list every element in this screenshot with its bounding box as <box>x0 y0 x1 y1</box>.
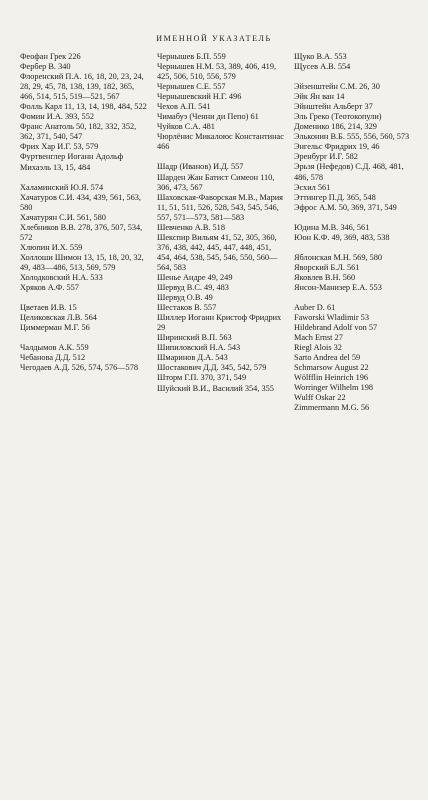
index-entry: Энгельс Фридрих 19, 46 <box>294 142 380 152</box>
index-entry: Чюрлёнис Микалоюс Константинас 466 <box>157 132 284 152</box>
index-entry: Хачатурян С.И. 561, 580 <box>20 212 106 222</box>
index-entry: Mach Ernst 27 <box>294 333 343 343</box>
index-entry: Фрих Хар И.Г. 53, 579 <box>20 142 99 152</box>
index-entry: Халаминский Ю.Я. 574 <box>20 182 104 192</box>
index-entry: Шиллер Иоганн Кристоф Фридрих 29 <box>157 313 282 333</box>
index-entry: Яворский Б.Л. 561 <box>294 262 360 272</box>
index-entry: Шестаков В. 557 <box>157 303 217 313</box>
index-entry: Faworski Wladimir 53 <box>294 313 369 323</box>
index-entry: Чернышев С.Е. 557 <box>157 82 226 92</box>
index-entry: Эренбург И.Г. 582 <box>294 152 358 162</box>
index-entry: Флоренский П.А. 16, 18, 20, 23, 24, 28, 29, 45, 78, 138, 139, 182, 365, 466, 514, 515, 519—521, 567 <box>20 72 144 102</box>
index-entry: Auber D. 61 <box>294 302 336 312</box>
index-entry: Эль Греко (Теотокопули) Доменико 186, 214, 329 <box>294 112 382 132</box>
index-entry: Riegl Alois 32 <box>294 343 342 353</box>
index-entry: Эйк Ян ван 14 <box>294 92 345 102</box>
letter-group <box>157 162 287 393</box>
index-entry: Юдина М.В. 346, 561 <box>294 222 370 232</box>
index-entry: Фомин И.А. 393, 552 <box>20 112 94 122</box>
index-entry: Янсон-Манизер Е.А. 553 <box>294 282 382 292</box>
index-entry: Фербер В. 340 <box>20 62 71 72</box>
letter-group <box>20 52 150 173</box>
index-entry: Эйнштейн Альберт 37 <box>294 102 373 112</box>
index-entry: Zimmermann M.G. 56 <box>294 403 370 413</box>
index-entry: Шарден Жан Батист Симеон 110, 306, 473, 567 <box>157 172 275 192</box>
index-entry: Фуртвенглер Иоганн Адольф Михаэль 13, 15, 484 <box>20 152 124 172</box>
index-entry: Шостакович Д.Д. 345, 542, 579 <box>157 363 267 373</box>
letter-group <box>20 343 150 373</box>
index-entry: Франс Анатоль 50, 182, 332, 352, 362, 371, 540, 547 <box>20 122 137 142</box>
index-entry: Эйзенштейн С.М. 26, 30 <box>294 82 380 92</box>
letter-group <box>294 253 412 293</box>
index-entry: Чехов А.П. 541 <box>157 102 211 112</box>
index-entry: Worringer Wilhelm 198 <box>294 383 374 393</box>
index-entry: Щусев А.В. 554 <box>294 62 351 72</box>
index-entry: Хачатуров С.И. 434, 439, 561, 563, 580 <box>20 192 141 212</box>
index-entry: Шмаринов Д.А. 543 <box>157 353 228 363</box>
index-entry: Шенье Андре 49, 249 <box>157 272 233 282</box>
index-entry: Шевченко А.В. 518 <box>157 222 225 232</box>
index-entry: Wulff Oskar 22 <box>294 393 346 403</box>
index-entry: Шипиловский Н.А. 543 <box>157 343 241 353</box>
index-entry: Эрьзя (Нефедов) С.Д. 468, 481, 486, 578 <box>294 162 404 182</box>
index-entry: Чуйков С.А. 481 <box>157 122 215 132</box>
letter-group <box>20 183 150 294</box>
index-entry: Эльконин В.Б. 555, 556, 560, 573 <box>294 132 410 142</box>
index-entry: Целиковская Л.В. 564 <box>20 313 97 323</box>
index-entry: Эттингер П.Д. 365, 548 <box>294 192 376 202</box>
letter-group <box>294 82 412 213</box>
index-entry: Щуко В.А. 553 <box>294 52 347 61</box>
index-entry: Schmarsow August 22 <box>294 363 369 373</box>
index-entry: Ширинский В.П. 563 <box>157 333 232 343</box>
index-entry: Чимабуэ (Ченни ди Пепо) 61 <box>157 112 259 122</box>
index-entry: Чернышев Б.П. 559 <box>157 52 226 61</box>
index-entry: Sarto Andrea del 59 <box>294 353 361 363</box>
index-entry: Холлоши Шимон 13, 15, 18, 20, 32, 49, 483—486, 513, 569, 579 <box>20 252 144 272</box>
index-entry: Хлюпин И.Х. 559 <box>20 242 83 252</box>
index-columns <box>20 52 412 424</box>
index-entry: Эсхил 561 <box>294 182 331 192</box>
letter-group <box>294 52 412 72</box>
index-entry: Холодковский Н.А. 533 <box>20 272 103 282</box>
index-column <box>20 52 150 424</box>
letter-group <box>294 303 412 414</box>
index-entry: Hildebrand Adolf von 57 <box>294 323 378 333</box>
index-entry: Фолль Карл 11, 13, 14, 198, 484, 522 <box>20 102 147 112</box>
index-entry: Цветаев И.В. 15 <box>20 303 77 313</box>
index-entry: Яковлев В.Н. 560 <box>294 272 356 282</box>
index-entry: Феофан Грек 226 <box>20 52 81 61</box>
letter-group <box>157 52 287 152</box>
index-column <box>294 52 412 424</box>
index-entry: Чегодаев А.Д. 526, 574, 576—578 <box>20 363 139 373</box>
index-entry: Яблонская М.Н. 569, 580 <box>294 252 383 262</box>
index-entry: Шадр (Иванов) И.Д. 557 <box>157 162 244 172</box>
letter-group <box>294 223 412 243</box>
index-entry: Wölfflin Heinrich 196 <box>294 373 369 383</box>
index-entry: Шуйский В.И., Василий 354, 355 <box>157 383 274 393</box>
index-entry: Эфрос А.М. 50, 369, 371, 549 <box>294 202 397 212</box>
index-entry: Шервуд О.В. 49 <box>157 293 213 303</box>
index-entry: Чалдымов А.К. 559 <box>20 343 89 353</box>
letter-group <box>20 303 150 333</box>
index-entry: Циммерман М.Г. 56 <box>20 323 90 333</box>
index-entry: Шторм Г.П. 370, 371, 549 <box>157 373 247 383</box>
index-column <box>157 52 287 424</box>
index-entry: Шаховская-Фаворская М.В., Мария 11, 51, 511, 526, 528, 543, 545, 546, 557, 571—573, 581—583 <box>157 192 283 222</box>
index-entry: Хлебников В.В. 278, 376, 507, 534, 572 <box>20 222 143 242</box>
index-entry: Юон К.Ф. 49, 369, 483, 538 <box>294 232 390 242</box>
index-entry: Чебанова Д.Д. 512 <box>20 353 86 363</box>
index-entry: Хряков А.Ф. 557 <box>20 283 79 293</box>
index-entry: Шервуд В.С. 49, 483 <box>157 283 229 293</box>
index-entry: Чернышевский Н.Г. 496 <box>157 92 242 102</box>
index-entry: Шекспир Вильям 41, 52, 305, 360, 376, 438, 442, 445, 447, 448, 451, 454, 464, 538, 545, 546, 550, 560—564, 583 <box>157 232 278 272</box>
running-head: ИМЕННОЙ УКАЗАТЕЛЬ <box>156 34 272 43</box>
index-entry: Чернышев Н.М. 53, 389, 406, 419, 425, 506, 510, 556, 579 <box>157 62 277 82</box>
